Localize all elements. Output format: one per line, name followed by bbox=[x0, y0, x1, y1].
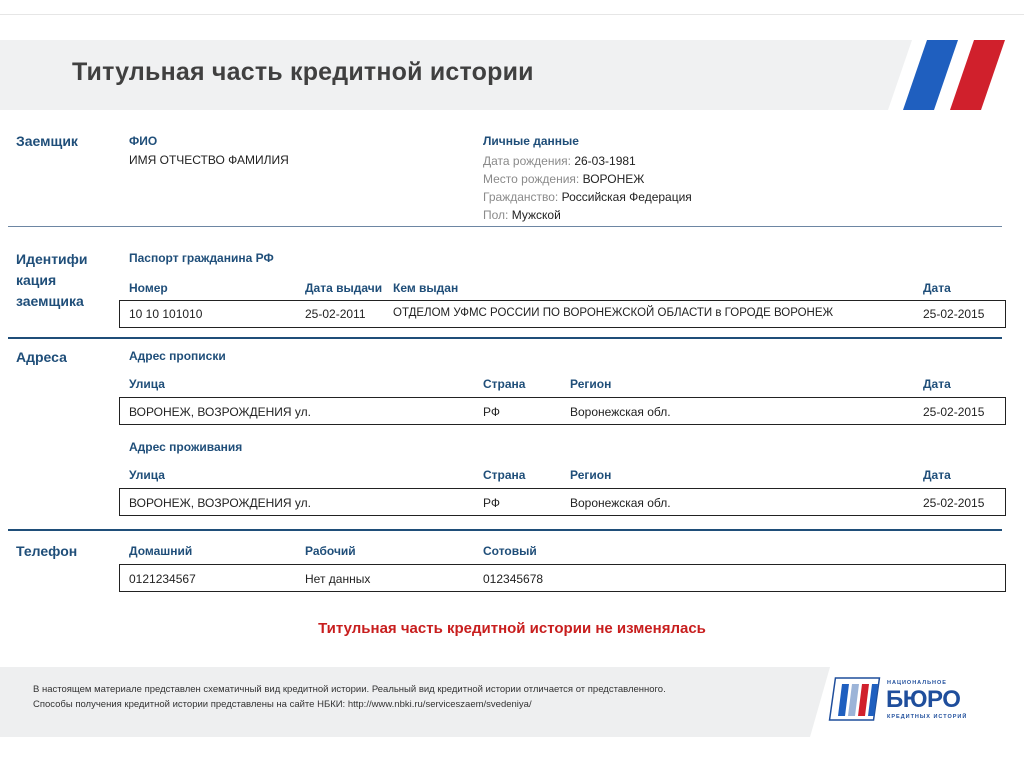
work-phone: Нет данных bbox=[305, 572, 371, 586]
nbki-logo-icon bbox=[828, 674, 884, 724]
footer-disclaimer: В настоящем материале представлен схематичный вид кредитной истории. Реальный вид кредитной истории отличается от представленного. bbox=[33, 684, 666, 695]
passport-date: 25-02-2015 bbox=[923, 307, 985, 321]
logo-bottom-text: КРЕДИТНЫХ ИСТОРИЙ bbox=[887, 714, 968, 720]
fio-value: ИМЯ ОТЧЕСТВО ФАМИЛИЯ bbox=[129, 153, 289, 167]
col-head-date: Дата bbox=[923, 377, 951, 391]
unchanged-notice: Титульная часть кредитной истории не изменялась bbox=[318, 620, 706, 637]
gender-line: Пол: Мужской bbox=[483, 208, 561, 222]
col-head-street: Улица bbox=[129, 377, 165, 391]
fio-label: ФИО bbox=[129, 134, 158, 148]
page-title: Титульная часть кредитной истории bbox=[72, 58, 534, 86]
registration-region: Воронежская обл. bbox=[570, 405, 671, 419]
residence-country: РФ bbox=[483, 496, 500, 510]
registration-street: ВОРОНЕЖ, ВОЗРОЖДЕНИЯ ул. bbox=[129, 405, 312, 419]
flag-stripe-red bbox=[950, 40, 1005, 110]
col-head-region: Регион bbox=[570, 377, 612, 391]
col-head-issued-by: Кем выдан bbox=[393, 281, 459, 295]
passport-issue-date: 25-02-2011 bbox=[305, 307, 366, 321]
residence-date: 25-02-2015 bbox=[923, 496, 985, 510]
col-head-region: Регион bbox=[570, 468, 612, 482]
slide-top-edge bbox=[0, 14, 1024, 15]
phone-row-box bbox=[119, 564, 1006, 592]
residence-address-title: Адрес проживания bbox=[129, 440, 243, 454]
registration-date: 25-02-2015 bbox=[923, 405, 985, 419]
col-head-work-phone: Рабочий bbox=[305, 544, 356, 558]
home-phone: 0121234567 bbox=[129, 572, 196, 586]
personal-data-label: Личные данные bbox=[483, 134, 579, 148]
separator bbox=[8, 529, 1002, 531]
birth-date-line: Дата рождения: 26-03-1981 bbox=[483, 154, 636, 168]
section-label-phone: Телефон bbox=[16, 543, 78, 559]
registration-address-title: Адрес прописки bbox=[129, 349, 226, 363]
section-label-identification: Идентифи кация заемщика bbox=[16, 251, 88, 309]
separator bbox=[8, 226, 1002, 227]
mobile-phone: 012345678 bbox=[483, 572, 544, 586]
logo-top-text: НАЦИОНАЛЬНОЕ bbox=[887, 680, 947, 686]
passport-issued-by: ОТДЕЛОМ УФМС РОССИИ ПО ВОРОНЕЖСКОЙ ОБЛАСТИ в ГОРОДЕ ВОРОНЕЖ bbox=[393, 307, 834, 319]
separator bbox=[8, 337, 1002, 339]
col-head-number: Номер bbox=[129, 281, 168, 295]
col-head-country: Страна bbox=[483, 377, 526, 391]
footer-link-line[interactable]: Способы получения кредитной истории представлены на сайте НБКИ: http://www.nbki.ru/serviceszaem/svedeniya/ bbox=[33, 699, 532, 710]
col-head-home-phone: Домашний bbox=[129, 544, 193, 558]
registration-country: РФ bbox=[483, 405, 500, 419]
flag-stripe-blue bbox=[903, 40, 958, 110]
birth-place-line: Место рождения: ВОРОНЕЖ bbox=[483, 172, 645, 186]
residence-street: ВОРОНЕЖ, ВОЗРОЖДЕНИЯ ул. bbox=[129, 496, 312, 510]
section-label-borrower: Заемщик bbox=[16, 133, 78, 149]
residence-region: Воронежская обл. bbox=[570, 496, 671, 510]
col-head-mobile-phone: Сотовый bbox=[483, 544, 537, 558]
col-head-street: Улица bbox=[129, 468, 165, 482]
citizenship-line: Гражданство: Российская Федерация bbox=[483, 190, 692, 204]
col-head-issue-date: Дата выдачи bbox=[305, 281, 383, 295]
col-head-date: Дата bbox=[923, 468, 951, 482]
col-head-date: Дата bbox=[923, 281, 951, 295]
section-label-addresses: Адреса bbox=[16, 349, 67, 365]
col-head-country: Страна bbox=[483, 468, 526, 482]
logo-word: БЮРО bbox=[886, 686, 961, 713]
passport-title: Паспорт гражданина РФ bbox=[129, 251, 274, 265]
passport-number: 10 10 101010 bbox=[129, 307, 203, 321]
